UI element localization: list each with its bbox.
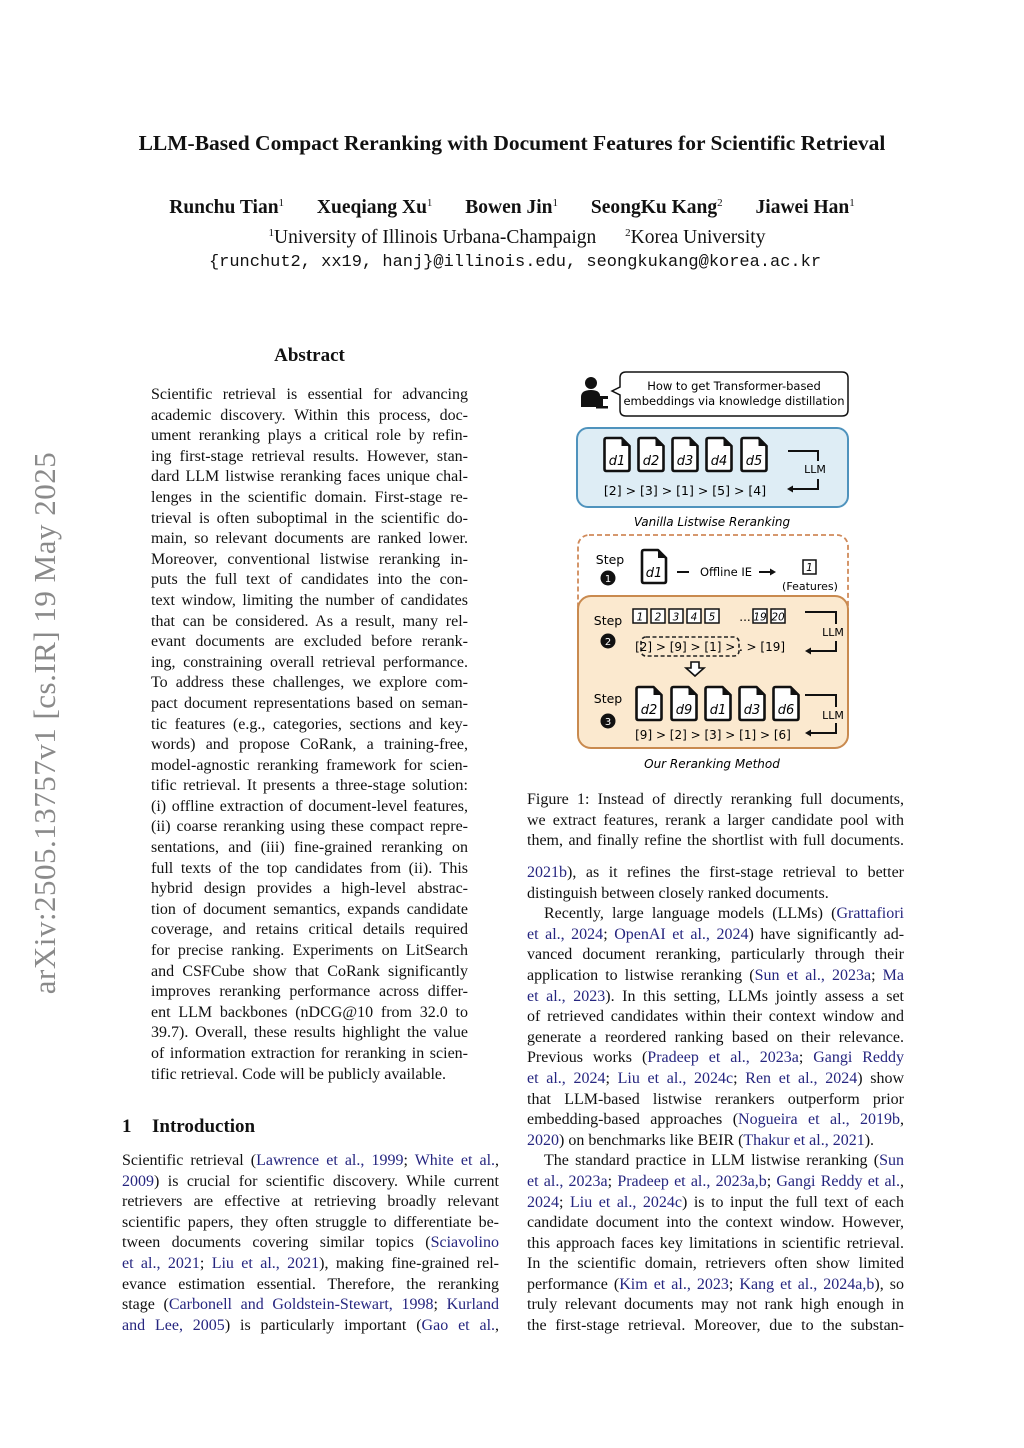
document-icon (605, 438, 630, 471)
affiliation-mark: 1 (849, 197, 855, 209)
feature-id: 1 (636, 611, 644, 624)
document-icon (774, 687, 799, 720)
text-line (527, 987, 904, 1008)
text-line (527, 1213, 904, 1234)
author-name: Bowen Jin (465, 197, 553, 218)
text-line (122, 1172, 499, 1193)
citation-link[interactable]: Lawrence et al., 1999 (256, 1152, 404, 1169)
text-segment: , (900, 1111, 905, 1129)
text-segment: ; (605, 1069, 618, 1087)
text-segment: lenges in the scientific domain. First-stage re- (151, 488, 468, 506)
citation-link[interactable]: et al., 2023 (527, 987, 606, 1005)
citation-link[interactable]: et al., 2024 (527, 925, 604, 943)
text-segment: pact document representations based on seman- (151, 694, 468, 712)
text-segment: ). (864, 1131, 875, 1149)
text-segment: ; (766, 1172, 777, 1190)
text-line (151, 509, 468, 530)
text-segment: ). In this setting, LLMs jointly assess a set (605, 987, 904, 1005)
text-segment: tic features (e.g., categories, sections and key- (151, 715, 468, 733)
text-line (151, 653, 468, 674)
text-segment: generate a reordered ranking based on their relevance. (527, 1028, 904, 1046)
author (591, 197, 723, 218)
text-segment: puts the full text of candidates into the con- (151, 571, 468, 589)
affiliation (269, 227, 597, 248)
text-segment: truly relevant documents may not rank high enough in (527, 1296, 904, 1314)
citation-link[interactable]: 2009 (122, 1172, 154, 1190)
text-line (527, 1254, 904, 1275)
citation-link[interactable]: Grattafiori (836, 905, 904, 923)
text-segment: ) is to input the full text of each (682, 1193, 904, 1211)
text-segment: stage ( (122, 1296, 169, 1314)
step-number: 1 (604, 574, 612, 585)
feature-id: 1 (806, 562, 813, 574)
affiliation-mark: 2 (717, 197, 723, 209)
citation-link[interactable]: OpenAI et al., 2024 (614, 925, 749, 943)
text-segment: improves reranking performance across differ- (151, 983, 468, 1001)
feature-id: 2 (654, 611, 662, 624)
document-label: d9 (675, 703, 693, 718)
text-line (122, 1254, 499, 1275)
document-label: d6 (777, 703, 795, 718)
author (317, 197, 433, 218)
author (756, 197, 855, 218)
text-line (527, 925, 904, 946)
text-segment: (ii) coarse reranking using these compact repre- (151, 818, 468, 836)
feature-box (633, 609, 647, 624)
document-icon (639, 438, 664, 471)
caption-line: Figure 1: Instead of directly reranking full documents, (527, 791, 904, 808)
text-segment: dard LLM listwise reranking faces unique chal- (151, 468, 468, 486)
text-line (151, 467, 468, 488)
author-name: Jiawei Han (755, 197, 850, 218)
affiliation-mark: 1 (426, 197, 433, 209)
text-segment: hybrid design provides a high-level abstrac- (151, 880, 468, 898)
text-segment: ; (871, 966, 883, 984)
text-segment: of retrieved candidates within their context window and (527, 1008, 904, 1026)
citation-link[interactable]: et al., 2024 (527, 1069, 606, 1087)
text-segment: embedding-based approaches ( (527, 1111, 739, 1129)
text-line (151, 529, 468, 550)
text-line (527, 1090, 904, 1111)
feature-id: 19 (753, 611, 767, 624)
text-line (527, 1131, 904, 1152)
text-segment: , (900, 1172, 904, 1190)
right-column-body (527, 863, 904, 1337)
citation-link[interactable]: Liu et al., 2021 (211, 1254, 320, 1272)
citation-link[interactable]: Gao et al. (421, 1316, 496, 1334)
text-segment: (i) offline extraction of document-level features, (151, 797, 468, 815)
fine-ranking-output: [9] > [2] > [3] > [1] > [6] (635, 728, 791, 742)
text-segment: full texts of the top candidates from (ii). This (151, 859, 468, 877)
text-line (151, 488, 468, 509)
text-segment: ; (403, 1152, 415, 1169)
text-line (122, 1213, 499, 1234)
author-list (0, 197, 1024, 219)
text-line (527, 1069, 904, 1090)
text-segment: retrievers are effective at retrieving broadly relevant (122, 1193, 499, 1211)
text-line (527, 904, 904, 925)
author-name: SeongKu Kang (590, 197, 718, 218)
text-line (151, 756, 468, 777)
text-line (151, 447, 468, 468)
text-segment: ; (559, 1193, 570, 1211)
text-segment: The standard practice in LLM listwise reranking ( (544, 1152, 880, 1170)
affiliation (625, 227, 765, 248)
feature-id: 5 (708, 611, 716, 624)
text-segment: ; (603, 925, 615, 943)
text-line (527, 966, 904, 987)
text-line (527, 863, 904, 884)
text-line (151, 426, 468, 447)
features-label: (Features) (782, 580, 838, 593)
text-line (151, 776, 468, 797)
text-segment: distinguish between closely ranked documents. (527, 884, 829, 902)
text-segment: that LLM-based listwise rerankers outperform prior (527, 1090, 904, 1108)
text-segment: ) on benchmarks like BEIR ( (559, 1131, 744, 1149)
text-line (151, 920, 468, 941)
text-line (122, 1295, 499, 1316)
text-segment: this approach faces key limitations in scientific retrieval. (527, 1234, 904, 1252)
offline-ie-label: Offline IE (699, 565, 753, 579)
text-segment: ) is crucial for scientific discovery. While current (154, 1172, 499, 1190)
user-at-desk-icon (581, 377, 608, 409)
feature-box (687, 609, 701, 624)
text-segment: Moreover, conventional listwise reranking in- (151, 550, 468, 568)
citation-link[interactable]: Ren et al., 2024 (745, 1069, 858, 1087)
affiliations (0, 227, 1024, 249)
feature-id: 20 (771, 611, 785, 624)
text-line (151, 1003, 468, 1024)
feature-box (753, 609, 767, 624)
text-segment: of information extraction for reranking in scien- (151, 1045, 468, 1062)
text-segment: tific retrieval. It presents a three-stage solution: (151, 777, 468, 795)
text-segment: evant documents are excluded before rerank- (151, 633, 468, 651)
text-segment: performance ( (527, 1275, 620, 1293)
text-segment: scientific papers, they often struggle to differentiate be- (122, 1213, 499, 1231)
text-segment: ; (433, 1296, 447, 1314)
text-segment: ; (728, 1275, 740, 1293)
section-number: 1 (122, 1116, 132, 1137)
text-segment: ; (607, 1172, 618, 1190)
abstract-body (151, 385, 468, 1085)
text-segment: candidate document into the context window. However, (527, 1214, 904, 1232)
feature-box (651, 609, 665, 624)
text-segment: ; (733, 1069, 746, 1087)
step-label: Step (593, 691, 623, 706)
text-segment: for precise ranking. Experiments on LitSearch (151, 942, 468, 960)
document-label: d2 (640, 703, 658, 718)
document-icon (707, 438, 732, 471)
step-label: Step (595, 552, 625, 567)
feature-id: 3 (672, 611, 680, 624)
text-line (527, 1234, 904, 1255)
author-name: Xueqiang Xu (316, 197, 427, 218)
text-segment: ; (199, 1254, 212, 1272)
text-segment: Scientific retrieval ( (122, 1152, 257, 1169)
citation-link[interactable]: Kim et al., 2023 (619, 1275, 729, 1293)
text-line (151, 591, 468, 612)
text-line (527, 945, 904, 966)
paper-title: LLM-Based Compact Reranking with Document Features for Scientific Retrieval (138, 131, 886, 155)
text-line (151, 900, 468, 921)
affiliation-number: 2 (625, 227, 631, 239)
caption-line: them, and finally refine the shortlist with full documents. (527, 832, 904, 850)
text-segment: sentations, and (iii) fine-grained reranking on (151, 839, 468, 857)
vanilla-caption: Vanilla Listwise Reranking (633, 515, 791, 529)
citation-link[interactable]: Carbonell and Goldstein-Stewart, 1998 (168, 1296, 434, 1314)
section-title: Introduction (152, 1116, 256, 1137)
affiliation-name: Korea University (630, 227, 766, 248)
text-line (527, 1172, 904, 1193)
text-segment: tion of document semantics, expands candidate (151, 900, 468, 918)
llm-label: LLM (822, 626, 844, 639)
section-heading-introduction (122, 1116, 255, 1138)
text-segment: the first-stage retrieval. Moreover, due to the substan- (527, 1317, 904, 1335)
figure-caption (527, 790, 904, 852)
text-segment: ; (798, 1049, 814, 1067)
citation-link[interactable]: Nogueira et al., 2019b (738, 1111, 901, 1129)
text-line (151, 962, 468, 983)
affiliation-name: University of Illinois Urbana-Champaign (274, 227, 597, 248)
affiliation-number: 1 (268, 227, 275, 239)
citation-link[interactable]: Gangi Reddy et al. (776, 1172, 900, 1190)
citation-link[interactable]: Kang et al., 2024a,b (739, 1275, 875, 1293)
abstract-heading: Abstract (274, 345, 345, 366)
text-segment: that can be considered. As a result, many rel- (151, 612, 468, 630)
text-line (151, 817, 468, 838)
llm-label: LLM (804, 463, 826, 476)
citation-link[interactable]: and Lee, 2005 (122, 1316, 225, 1334)
llm-label: LLM (822, 709, 844, 722)
citation-link[interactable]: Ma (882, 966, 904, 984)
author (465, 197, 558, 218)
citation-link[interactable]: 2020 (527, 1131, 559, 1149)
text-line (527, 1110, 904, 1131)
text-line (527, 1295, 904, 1316)
citation-link[interactable]: et al., 2021 (122, 1254, 200, 1272)
text-line (527, 1316, 904, 1337)
coarse-ranking-head: [2] > [9] > [1] > . (635, 640, 743, 654)
text-line (527, 1275, 904, 1296)
document-icon (642, 550, 666, 583)
step-number: 3 (604, 717, 612, 728)
text-line (151, 1023, 468, 1044)
affiliation-mark: 1 (552, 197, 559, 209)
text-line (151, 1065, 468, 1086)
text-segment: ) show (857, 1069, 905, 1087)
text-segment: Previous works ( (527, 1049, 648, 1067)
text-line (151, 838, 468, 859)
text-segment: evance estimation essential. Therefore, the reranking (122, 1275, 499, 1293)
text-segment: words) and propose CoRank, a training-free, (151, 736, 468, 754)
citation-link[interactable]: Pradeep et al., 2023a,b (617, 1172, 767, 1190)
text-line (151, 982, 468, 1003)
text-line (151, 550, 468, 571)
text-segment: vanced document reranking, particularly through their (527, 946, 904, 964)
text-segment: 39.7). Overall, these results highlight the value (151, 1024, 468, 1042)
citation-link[interactable]: 2021b (527, 864, 567, 881)
document-icon (706, 687, 731, 720)
citation-link[interactable]: et al., 2023a (527, 1172, 608, 1190)
document-label: d5 (745, 454, 763, 469)
document-label: d1 (709, 703, 727, 718)
text-line (527, 1028, 904, 1049)
document-label: d4 (710, 454, 728, 469)
step-label: Step (593, 613, 623, 628)
step1-doc (642, 550, 666, 583)
citation-link[interactable]: 2024 (527, 1193, 559, 1211)
feature-box (771, 609, 785, 624)
text-line (527, 1193, 904, 1214)
document-icon (672, 687, 697, 720)
citation-link[interactable]: Gangi Reddy (813, 1049, 904, 1067)
text-line (151, 1044, 468, 1065)
coarse-ranking-tail: . > [19] (738, 640, 786, 654)
text-segment: Recently, large language models (LLMs) ( (544, 905, 837, 923)
step-number: 2 (604, 637, 612, 648)
caption-line: we extract features, rerank a larger candidate pool with (527, 811, 904, 829)
citation-link[interactable]: Pradeep et al., 2023a (647, 1049, 799, 1067)
author-name: Runchu Tian (169, 197, 279, 218)
text-line (151, 797, 468, 818)
document-icon (637, 687, 662, 720)
text-segment: and CSFCube show that CoRank significantly (151, 962, 468, 980)
document-label: d3 (743, 703, 761, 718)
text-segment: academic discovery. Within this process, doc- (151, 406, 468, 424)
query-bubble (612, 372, 848, 416)
text-line (122, 1233, 499, 1254)
text-line (151, 715, 468, 736)
author-emails: {runchut2, xx19, hanj}@illinois.edu, seongkukang@korea.ac.kr (208, 253, 822, 272)
text-line (527, 884, 904, 905)
text-segment: To address these challenges, we explore com- (151, 674, 468, 692)
text-segment: trieval is often suboptimal in the scientific do- (151, 509, 468, 527)
query-text: embeddings via knowledge distillation (623, 394, 845, 408)
text-segment: Scientific retrieval is essential for advancing (151, 386, 468, 403)
citation-link[interactable]: Liu et al., 2024c (617, 1069, 734, 1087)
introduction-body (122, 1151, 499, 1336)
text-line (151, 612, 468, 633)
text-segment: coverage, and retains critical details required (151, 921, 468, 939)
text-segment: ent LLM backbones (nDCG@10 from 32.0 to (151, 1003, 468, 1021)
text-segment: ), making fine-grained rel- (319, 1254, 500, 1272)
text-line (151, 941, 468, 962)
feature-box-list (633, 609, 785, 624)
text-line (527, 1007, 904, 1028)
citation-link[interactable]: White et al. (414, 1152, 496, 1169)
ellipsis: ... (739, 610, 751, 624)
text-segment: tween documents covering similar topics ( (122, 1234, 431, 1252)
text-line (151, 673, 468, 694)
text-line (122, 1275, 499, 1296)
text-line (527, 1151, 904, 1172)
text-segment: ing first-stage retrieval results. However, stan- (151, 447, 468, 465)
citation-link[interactable]: Sciavolino (430, 1234, 499, 1252)
document-label: d1 (645, 566, 663, 581)
text-line (527, 1048, 904, 1069)
query-text: How to get Transformer-based (647, 379, 821, 393)
author (169, 197, 284, 218)
method-caption: Our Reranking Method (644, 757, 780, 771)
text-line (151, 859, 468, 880)
citation-link[interactable]: Sun et al., 2023a (754, 966, 872, 984)
text-segment: , (495, 1152, 500, 1169)
text-segment: ument reranking plays a critical role by refin- (151, 427, 468, 445)
text-line (122, 1151, 499, 1172)
text-segment: tific retrieval. Code will be publicly available. (151, 1065, 447, 1083)
affiliation-mark: 1 (278, 197, 285, 209)
figure-1 (575, 365, 855, 775)
text-segment: ing, constraining overall retrieval performance. (151, 653, 468, 671)
text-segment: text window, limiting the number of candidates (151, 591, 468, 609)
document-label: d1 (608, 454, 626, 469)
vanilla-ranking-output: [2] > [3] > [1] > [5] > [4] (603, 483, 767, 498)
text-line (151, 385, 468, 406)
citation-link[interactable]: Sun (879, 1152, 904, 1170)
document-icon (742, 438, 767, 471)
document-icon (740, 687, 765, 720)
text-line (151, 632, 468, 653)
text-segment: In the scientific domain, retrievers often show limited (527, 1255, 904, 1273)
text-line (151, 694, 468, 715)
text-segment: main, so relevant documents are ranked lower. (151, 530, 468, 548)
document-icon (673, 438, 698, 471)
text-line (151, 570, 468, 591)
text-segment: , (495, 1316, 500, 1334)
text-line (151, 735, 468, 756)
text-segment: application to listwise reranking ( (527, 966, 755, 984)
citation-link[interactable]: Liu et al., 2024c (569, 1193, 682, 1211)
citation-link[interactable]: Thakur et al., 2021 (743, 1131, 865, 1149)
text-line (122, 1316, 499, 1337)
text-segment: ) have significantly ad- (748, 925, 905, 943)
text-segment: ) is particularly important ( (224, 1316, 422, 1334)
feature-box (669, 609, 683, 624)
text-line (122, 1192, 499, 1213)
document-label: d2 (642, 454, 660, 469)
arxiv-side-label: arXiv:2505.13757v1 [cs.IR] 19 May 2025 (27, 451, 62, 995)
feature-id: 4 (690, 611, 698, 624)
text-segment: ), as it refines the first-stage retrieval to better (567, 864, 904, 881)
document-label: d3 (676, 454, 694, 469)
text-line (151, 406, 468, 427)
feature-box (705, 609, 719, 624)
text-line (151, 879, 468, 900)
text-segment: model-agnostic reranking framework for scien- (151, 756, 468, 774)
citation-link[interactable]: Kurland (446, 1296, 499, 1314)
text-segment: ), so (874, 1275, 905, 1293)
